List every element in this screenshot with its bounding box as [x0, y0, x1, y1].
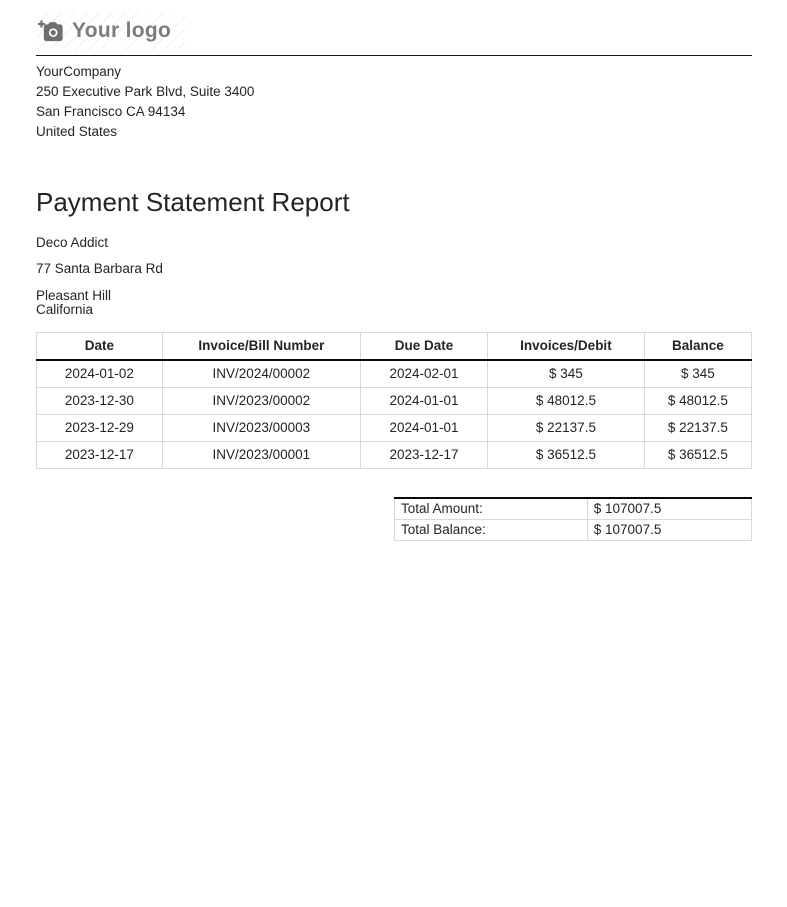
- header-divider: [36, 55, 752, 56]
- table-cell: 2023-12-29: [37, 414, 163, 441]
- camera-plus-icon: [38, 20, 63, 42]
- table-cell: 2023-12-30: [37, 387, 163, 414]
- company-logo: [36, 12, 186, 50]
- table-row: [37, 387, 752, 414]
- column-header-due-date: Due Date: [360, 332, 487, 360]
- column-header-balance: Balance: [644, 332, 751, 360]
- column-header-date: Date: [37, 332, 163, 360]
- table-cell: INV/2023/00003: [162, 414, 360, 441]
- table-cell: INV/2023/00001: [162, 441, 360, 468]
- totals-table: [394, 497, 752, 541]
- totals-label: Total Amount:: [395, 498, 588, 520]
- table-cell: $ 345: [644, 360, 751, 388]
- column-header-invoice-bill-number: Invoice/Bill Number: [162, 332, 360, 360]
- table-cell: INV/2023/00002: [162, 387, 360, 414]
- table-cell: 2024-01-01: [360, 387, 487, 414]
- company-address-line: United States: [36, 124, 118, 139]
- company-address-line: 250 Executive Park Blvd, Suite 3400: [36, 84, 255, 99]
- customer-name: Deco Addict: [36, 234, 109, 250]
- table-cell: $ 36512.5: [644, 441, 751, 468]
- customer-city: Pleasant Hill: [36, 287, 112, 303]
- table-cell: 2023-12-17: [360, 441, 487, 468]
- customer-info: [36, 236, 752, 318]
- table-body: [37, 360, 752, 469]
- table-cell: 2024-01-01: [360, 414, 487, 441]
- table-cell: $ 22137.5: [644, 414, 751, 441]
- company-address: [36, 62, 752, 142]
- table-header-row: [37, 332, 752, 360]
- totals-body: [395, 498, 752, 541]
- table-cell: INV/2024/00002: [162, 360, 360, 388]
- logo-text: Your logo: [72, 19, 172, 42]
- company-name: YourCompany: [36, 64, 122, 79]
- customer-state: California: [36, 302, 94, 318]
- table-cell: $ 22137.5: [488, 414, 645, 441]
- totals-row: [395, 498, 752, 520]
- table-row: [37, 360, 752, 388]
- invoice-table-head: [37, 332, 752, 360]
- table-cell: 2023-12-17: [37, 441, 163, 468]
- totals-label: Total Balance:: [395, 519, 588, 540]
- column-header-invoices-debit: Invoices/Debit: [488, 332, 645, 360]
- invoice-table: [36, 332, 752, 469]
- totals-value: $ 107007.5: [587, 519, 751, 540]
- report-header: [36, 12, 752, 56]
- table-cell: $ 36512.5: [488, 441, 645, 468]
- company-address-line: San Francisco CA 94134: [36, 104, 186, 119]
- table-cell: 2024-01-02: [37, 360, 163, 388]
- table-row: [37, 414, 752, 441]
- customer-city-state: [36, 289, 752, 318]
- table-cell: $ 48012.5: [488, 387, 645, 414]
- table-cell: $ 345: [488, 360, 645, 388]
- table-cell: 2024-02-01: [360, 360, 487, 388]
- totals-value: $ 107007.5: [587, 498, 751, 520]
- page-title: Payment Statement Report: [36, 187, 350, 217]
- totals-row: [395, 519, 752, 540]
- table-cell: $ 48012.5: [644, 387, 751, 414]
- table-row: [37, 441, 752, 468]
- customer-street: 77 Santa Barbara Rd: [36, 261, 163, 277]
